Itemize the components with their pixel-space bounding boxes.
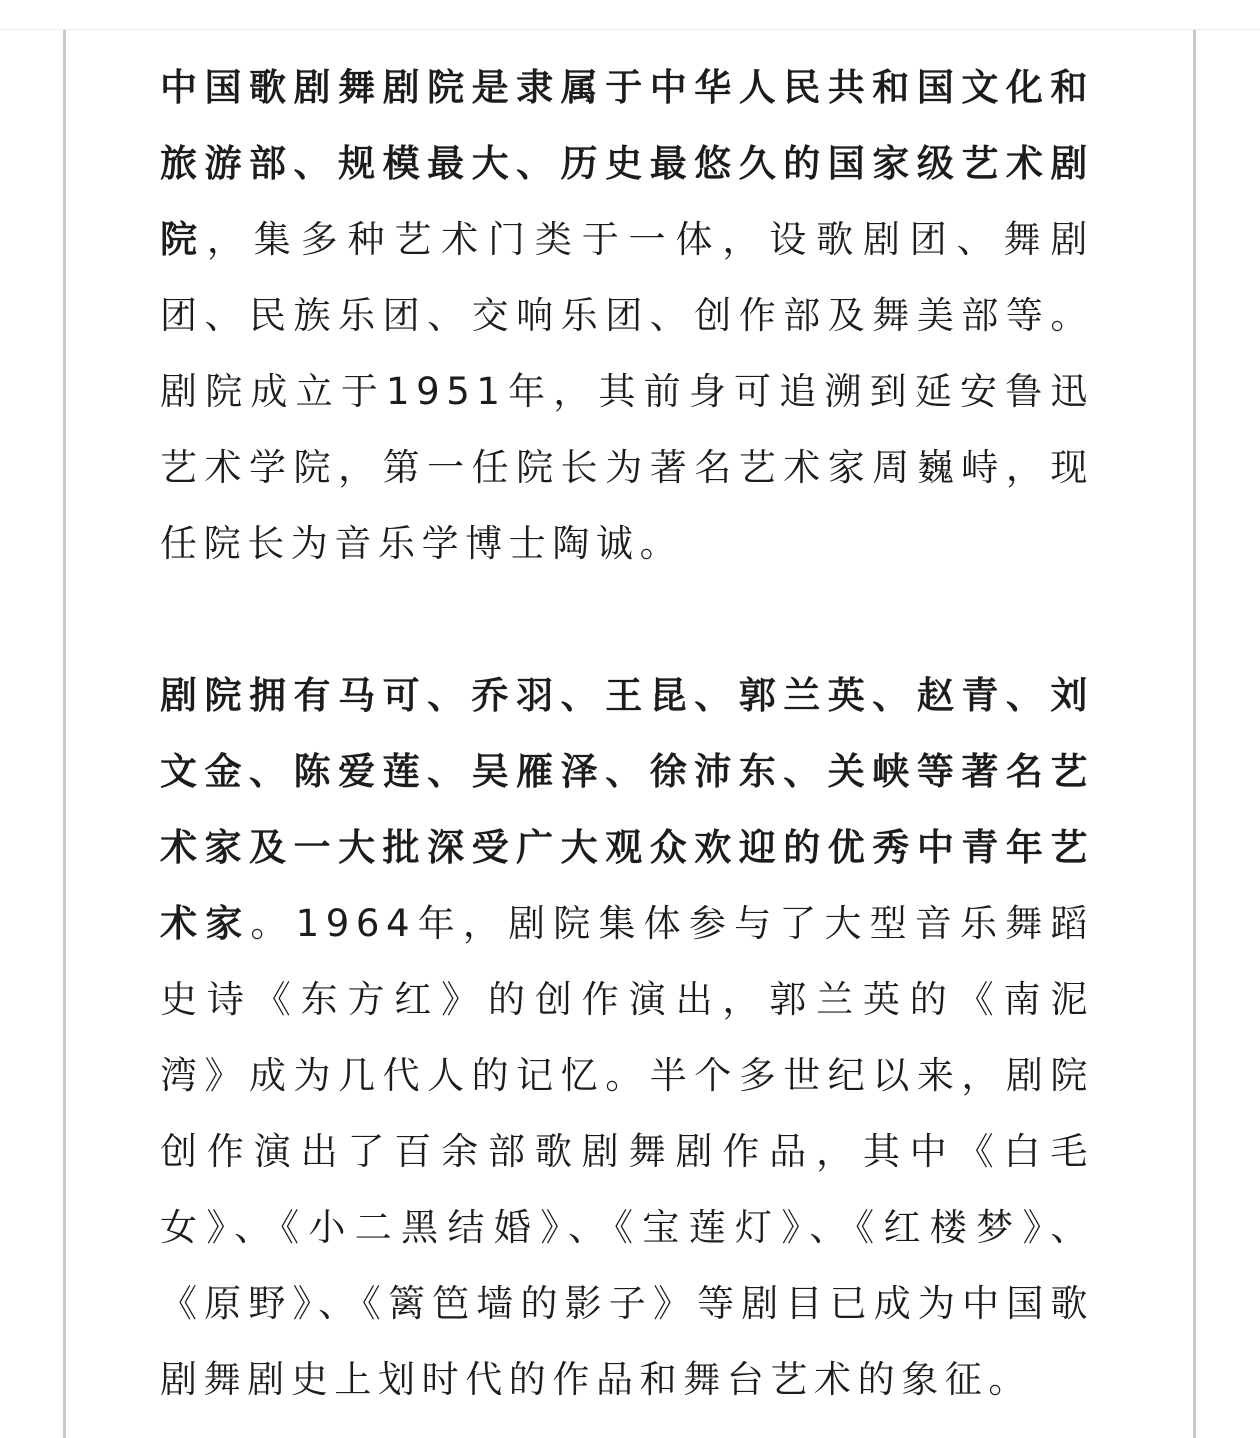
paragraph-intro (160, 50, 1094, 582)
paragraph-artists (160, 658, 1094, 1418)
top-divider (0, 29, 1260, 30)
right-border-line (1193, 30, 1196, 1438)
left-border-line (63, 30, 66, 1438)
paragraph-intro-text: ，集多种艺术门类于一体，设歌剧团、舞剧团、民族乐团、交响乐团、创作部及舞美部等。剧院成立于1951年，其前身可追溯到延安鲁迅艺术学院，第一任院长为著名艺术家周巍峙，现任院长为音乐学博士陶诚。 (160, 218, 1094, 565)
paragraph-intro-bold: 中国歌剧舞剧院是隶属于中华人民共和国文化和旅游部、规模最大、历史最悠久的国家级艺术剧院 (160, 66, 1094, 261)
article-body (160, 50, 1094, 1418)
paragraph-artists-bold: 剧院拥有马可、乔羽、王昆、郭兰英、赵青、刘文金、陈爱莲、吴雁泽、徐沛东、关峡等著名艺术家及一大批深受广大观众欢迎的优秀中青年艺术家 (160, 674, 1094, 945)
paragraph-artists-text: 。1964年，剧院集体参与了大型音乐舞蹈史诗《东方红》的创作演出，郭兰英的《南泥湾》成为几代人的记忆。半个多世纪以来，剧院创作演出了百余部歌剧舞剧作品，其中《白毛女》、《小二黑结婚》、《宝莲灯》、《红楼梦》、《原野》、《篱笆墙的影子》等剧目已成为中国歌剧舞剧史上划时代的作品和舞台艺术的象征。 (160, 902, 1094, 1401)
